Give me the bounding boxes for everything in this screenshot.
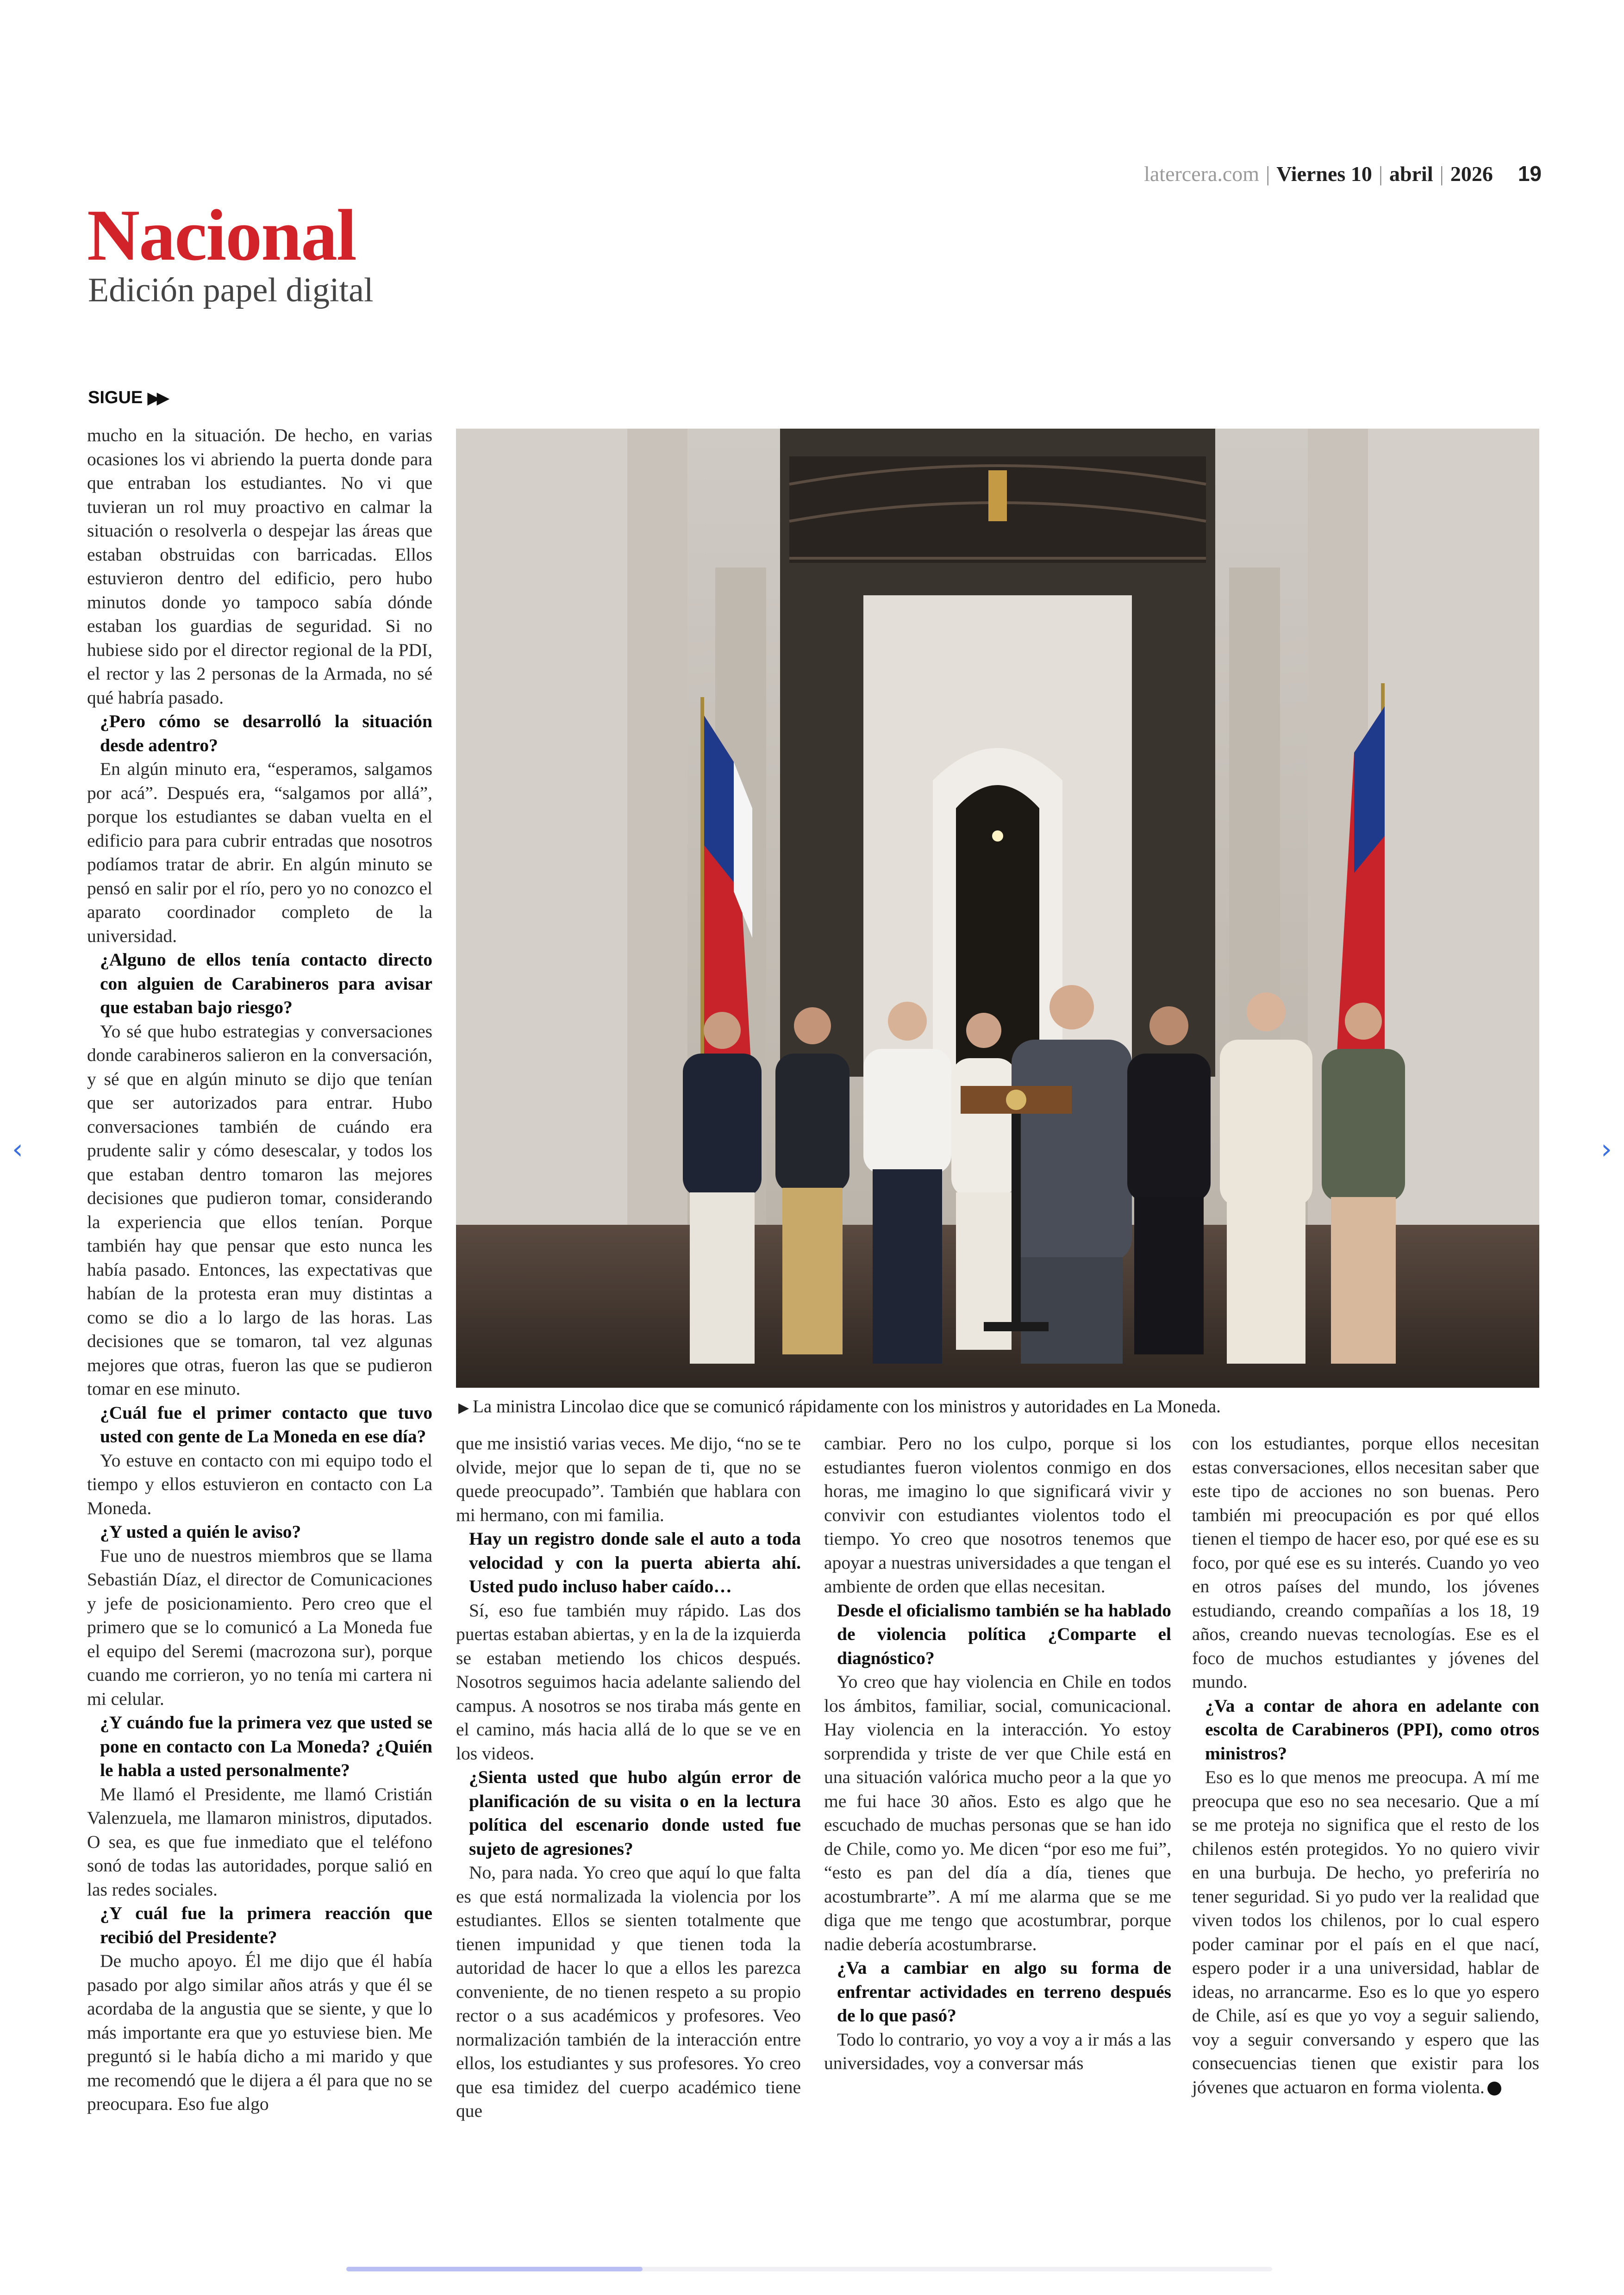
interview-question: ¿Va a contar de ahora en adelante con escolta de Carabineros (PPI), como otros ministros? <box>1205 1695 1539 1764</box>
separator: | <box>1266 162 1270 186</box>
triangle-right-icon: ▶ <box>458 1400 469 1416</box>
article-paragraph: mucho en la situación. De hecho, en varias ocasiones los vi abriendo la puerta donde para que entraban los estudiantes. No vi que tuvieran un rol muy proactivo en calmar la situación o resolverla o despejar las áreas que estaban obstruidas con barricadas. Ellos estuvieron dentro del edificio, pero hubo minutos donde yo tampoco sabía dónde estaban los guardias de seguridad. Si no hubiese sido por el director regional de la PDI, el rector y las 2 personas de la Armada, no sé qué habría pasado. <box>87 425 432 708</box>
sigue-label <box>88 388 166 408</box>
article-paragraph: Yo estuve en contacto con mi equipo todo el tiempo y ellos estuvieron en contacto con La Moneda. <box>87 1450 432 1518</box>
interview-question: ¿Pero cómo se desarrolló la situación desde adentro? <box>100 711 432 755</box>
article-paragraph: que me insistió varias veces. Me dijo, “no se te olvide, mejor que lo sepan de ti, que no se quede preocupado”. También que hablara con mi hermano, con mi familia. <box>456 1433 801 1525</box>
article-column-2 <box>456 1432 801 2123</box>
interview-question: ¿Y cuál fue la primera reacción que recibió del Presidente? <box>100 1903 432 1947</box>
interview-question: ¿Alguno de ellos tenía contacto directo con alguien de Carabineros para avisar que estaban bajo riesgo? <box>100 949 432 1017</box>
chevron-left-icon[interactable]: ‹ <box>12 1133 23 1166</box>
article-paragraph: No, para nada. Yo creo que aquí lo que falta es que está normalizada la violencia por los estudiantes. Ellos se sienten totalmente que tienen impunidad y que tienen toda la autoridad de hacer lo que a ellos les parezca conveniente, de no tienen respeto a su propio rector o a sus académicos y profesores. Veo normalización también de la interacción entre ellos, los estudiantes y sus profesores. Yo creo que esa timidez del cuerpo académico tiene que <box>456 1862 801 2121</box>
page-number: 19 <box>1518 162 1542 186</box>
news-photo <box>456 429 1539 1388</box>
interview-question: ¿Cuál fue el primer contacto que tuvo usted con gente de La Moneda en ese día? <box>100 1402 432 1447</box>
article-paragraph: Eso es lo que menos me preocupa. A mí me preocupa que eso no sea necesario. Que a mí se me proteja no significa que el resto de los chilenos estén protegidos. Yo no quiero vivir en una burbuja. De hecho, yo preferiría no tener seguridad. Si yo pudo ver la realidad que viven todos los chilenos, por lo cual espero poder caminar por el país en el que nací, espero poder ir a una universidad, hablar de ideas, no arrancarme. Eso es lo que yo espero de Chile, así es que yo voy a seguir saliendo, voy a seguir conversando y espero que las consecuencias tienen que existir para los jóvenes que actuaron en forma violenta. <box>1192 1767 1539 2097</box>
interview-question: Hay un registro donde sale el auto a toda velocidad y con la puerta abierta ahí. Usted pudo incluso haber caído… <box>469 1528 801 1597</box>
article-paragraph: con los estudiantes, porque ellos necesitan estas conversaciones, ellos necesitan saber que este tipo de acciones no son buenas. Pero también mi preocupación es por qué ellos tienen el tiempo de hacer eso, por qué ese es su foco, por qué ese es su interés. Cuando yo veo en otros países del mundo, los jóvenes estudiando, creando compañías a los 18, 19 años, creando nuevas tecnologías. Ese es el foco de muchos estudiantes y jóvenes del mundo. <box>1192 1433 1539 1692</box>
sigue-text: SIGUE <box>88 388 143 407</box>
page-header-meta <box>1144 161 1542 186</box>
article-paragraph: Yo creo que hay violencia en Chile en todos los ámbitos, familiar, social, comunicacional. Hay violencia en la interacción. Yo estoy sorprendida y triste de ver que Chile está en una situación valórica mucho peor a la que yo me fui hace 30 años. Esto es algo que he escuchado de muchas personas que se han ido de Chile, como yo. Me dicen “por eso me fui”, “esto es pan del día a día, tienes que acostumbrarte”. A mí me alarma que se me diga que me tengo que acostumbrar, porque nadie debería acostumbrarse. <box>824 1671 1171 1954</box>
interview-question: ¿Sienta usted que hubo algún error de planificación de su visita o en la lectura política del escenario donde usted fue sujeto de agresiones? <box>469 1767 801 1859</box>
separator: | <box>1439 162 1444 186</box>
article-column-4 <box>1192 1432 1539 2099</box>
interview-question: Desde el oficialismo también se ha hablado de violencia política ¿Comparte el diagnóstico? <box>837 1600 1171 1668</box>
article-paragraph: Me llamó el Presidente, me llamó Cristián Valenzuela, me llamaron ministros, diputados. O sea, es que fue inmediato que el teléfono sonó de todas las autoridades, porque salió en las redes sociales. <box>87 1784 432 1900</box>
article-paragraph: Yo sé que hubo estrategias y conversaciones donde carabineros salieron en la conversación, y sé que en algún minuto se dijo que tenían que ser autorizados para entrar. Hubo conversaciones también de cuándo era prudente salir y cómo desescalar, y todos los que estaban dentro tomaron las mejores decisiones que pudieron tomar, considerando la experiencia que ellos tenían. Porque también hay que pensar que esto nunca les había pasado. Entonces, las expectativas que habían de la protesta eran muy distintas a como se dio a lo largo de las horas. Las decisiones que se tomaron, tal vez algunas mejores que otras, fueron las que se pudieron tomar en ese minuto. <box>87 1021 432 1399</box>
article-paragraph: Todo lo contrario, yo voy a voy a ir más a las universidades, voy a conversar más <box>824 2029 1171 2073</box>
section-title: Nacional <box>87 195 356 276</box>
horizontal-scrollbar-thumb[interactable] <box>346 2267 643 2271</box>
end-of-article-icon <box>1487 2082 1501 2095</box>
article-paragraph: En algún minuto era, “esperamos, salgamos por acá”. Después era, “salgamos por allá”, porque los estudiantes se daban vuelta en el edificio para para cubrir entradas que nosotros podíamos tratar de abrir. En algún minuto se pensó en salir por el río, pero yo no conozco el aparato coordinador completo de la universidad. <box>87 759 432 946</box>
article-column-1 <box>87 424 432 2116</box>
separator: | <box>1378 162 1383 186</box>
date-day: Viernes 10 <box>1276 162 1372 186</box>
interview-question: ¿Y cuándo fue la primera vez que usted se pone en contacto con La Moneda? ¿Quién le habla a usted personalmente? <box>100 1712 432 1780</box>
la-moneda-press-photo <box>456 429 1539 1388</box>
site-name[interactable]: latercera.com <box>1144 162 1260 186</box>
photo-caption <box>458 1396 1539 1417</box>
double-arrow-right-icon: ▶▶ <box>147 389 167 407</box>
interview-question: ¿Va a cambiar en algo su forma de enfrentar actividades en terreno después de lo que pasó? <box>837 1958 1171 2026</box>
date-year: 2026 <box>1450 162 1493 186</box>
article-paragraph: De mucho apoyo. Él me dijo que él había pasado por algo similar años atrás y que él se acordaba de la angustia que se siente, y que lo más importante era que yo estuviese bien. Me preguntó si le había dicho a mi marido y que me recomendó que le dijera a él para que no se preocupara. Eso fue algo <box>87 1951 432 2114</box>
interview-question: ¿Y usted a quién le aviso? <box>100 1522 301 1542</box>
chevron-right-icon[interactable]: › <box>1601 1133 1612 1166</box>
article-paragraph: cambiar. Pero no los culpo, porque si los estudiantes fueron violentos conmigo en dos horas, me imagino lo que significará vivir y convivir con estudiantes violentos todo el tiempo. Yo creo que nosotros tenemos que apoyar a nuestras universidades a que tengan el ambiente de orden que ellas necesitan. <box>824 1433 1171 1597</box>
date-month: abril <box>1389 162 1433 186</box>
article-column-3 <box>824 1432 1171 2076</box>
article-paragraph: Sí, eso fue también muy rápido. Las dos puertas estaban abiertas, y en la de la izquierda se estaban metiendo los chicos después. Nosotros seguimos hacia adelante saliendo del campus. A nosotros se nos tiraba más gente en el camino, más hacia allá de lo que se ve en los videos. <box>456 1600 801 1764</box>
article-paragraph: Fue uno de nuestros miembros que se llama Sebastián Díaz, el director de Comunicaciones y jefe de posicionamiento. Pero creo que el primero que se lo comunicó a La Moneda fue el equipo del Seremi (macrozona sur), porque cuando me corrieron, yo no tenía mi cartera ni mi celular. <box>87 1545 432 1709</box>
caption-text: La ministra Lincolao dice que se comunicó rápidamente con los ministros y autoridades en La Moneda. <box>473 1397 1221 1416</box>
section-subtitle: Edición papel digital <box>88 271 374 309</box>
